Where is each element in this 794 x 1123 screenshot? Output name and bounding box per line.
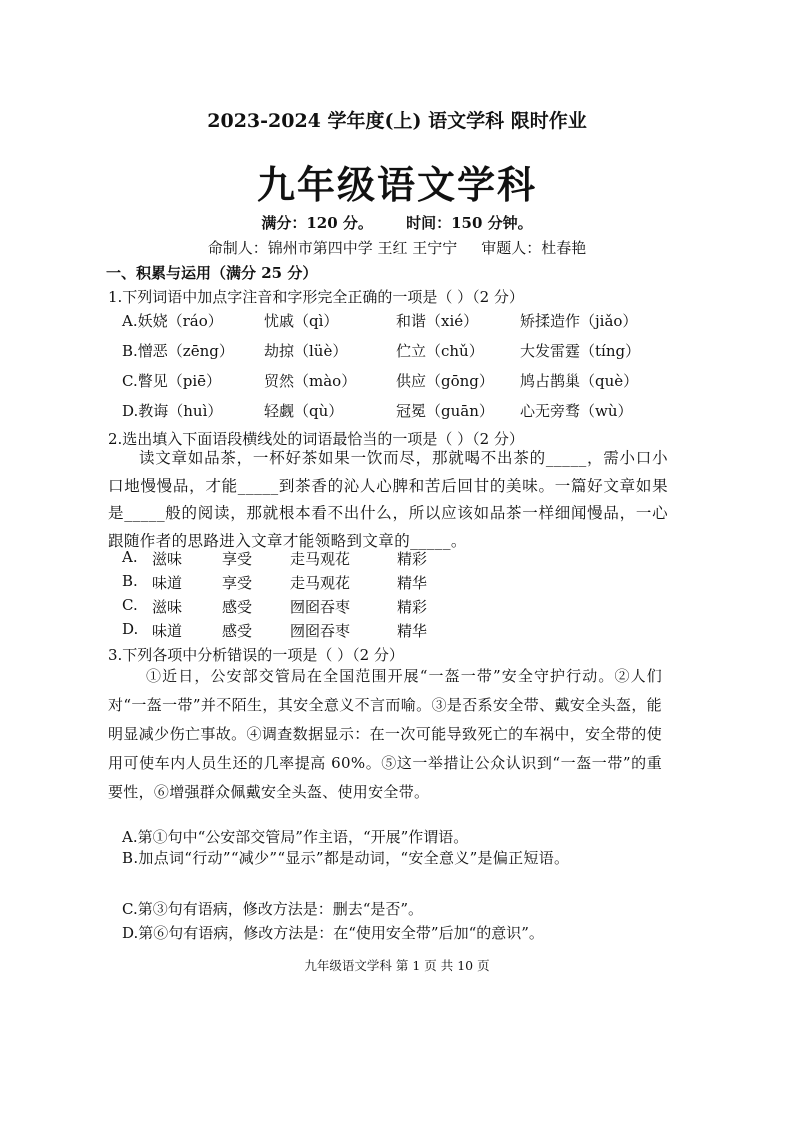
- q2-passage: 读文章如品茶，一杯好茶如果一饮而尽，那就喝不出茶的_____，需小口小口地慢慢品，才能_____到茶香的沁人心脾和苦后回甘的美味。一篇好文章如果是_____般的阅读，那就根本看不出什么，所以应该如品茶一样细闻慢品，一心跟随作者的思路进入文章才能领略到文章的_____。: [108, 449, 668, 550]
- q1-option-a-word3: 和谐（xié）: [396, 312, 479, 330]
- q2-option-b-blank1: 味道: [152, 574, 183, 592]
- q1-option-b-word2: 劫掠（lüè）: [264, 342, 348, 360]
- q2-option-a-blank4: 精彩: [397, 550, 428, 568]
- page-footer: 九年级语文学科 第 1 页 共 10 页: [304, 958, 490, 973]
- q1-option-c-word2: 贸然（mào）: [264, 372, 357, 390]
- reviewer: 审题人：杜春艳: [481, 239, 587, 257]
- q2-option-c-letter: C.: [122, 596, 138, 614]
- q3-option-b: B.加点词“行动”“减少”“显示”都是动词，“安全意义”是偏正短语。: [122, 849, 570, 867]
- q1-option-d-word2: 轻觑（qù）: [264, 402, 344, 420]
- q2-option-a-letter: A.: [122, 548, 138, 566]
- q1-option-c-word3: 供应（gōng）: [396, 372, 494, 390]
- full-score: 满分：120 分。: [261, 214, 373, 232]
- exam-meta-score-time: [0, 212, 794, 233]
- q1-option-c-word4: 鸠占鹊巢（què）: [520, 372, 639, 390]
- q1-option-b-word3: 伫立（chǔ）: [396, 342, 484, 360]
- q2-option-b-blank3: 走马观花: [290, 574, 351, 592]
- q2-option-a-blank2: 享受: [222, 550, 253, 568]
- q3-passage: ①近日，公安部交管局在全国范围开展“一盔一带”安全守护行动。②人们对“一盔一带”并不陌生，其安全意义不言而喻。③是否系安全带、戴安全头盔，能明显减少伤亡事故。④调查数据显示：在一次可能导致死亡的车祸中，安全带的使用可使车内人员生还的几率提高 60%。⑤这一举措让公众认识到“一盔一带”的重要性，⑥增强群众佩戴安全头盔、使用安全带。: [108, 667, 662, 801]
- exam-meta-authors: [0, 237, 794, 258]
- q2-option-b-blank2: 享受: [222, 574, 253, 592]
- q2-option-d-blank2: 感受: [222, 622, 253, 640]
- q1-option-d-word4: 心无旁骛（wù）: [520, 402, 633, 420]
- q2-option-b-blank4: 精华: [397, 574, 428, 592]
- q1-option-a-word2: 忧戚（qì）: [264, 312, 339, 330]
- q2-option-a-blank3: 走马观花: [290, 550, 351, 568]
- q2-stem: 2.选出填入下面语段横线处的词语最恰当的一项是（ ）（2 分）: [108, 430, 524, 448]
- authors: 命制人：锦州市第四中学 王红 王宁宁: [207, 239, 458, 257]
- q2-option-d-blank3: 囫囵吞枣: [290, 622, 351, 640]
- q3-option-c: C.第③句有语病，修改方法是：删去“是否”。: [122, 900, 424, 918]
- q2-option-c-blank4: 精彩: [397, 598, 428, 616]
- q1-stem: 1.下列词语中加点字注音和字形完全正确的一项是（ ）（2 分）: [108, 288, 524, 306]
- q1-option-d-word1: D.教诲（huì）: [122, 402, 223, 420]
- q2-option-a-blank1: 滋味: [152, 550, 183, 568]
- q2-option-d-blank4: 精华: [397, 622, 428, 640]
- q1-option-c-word1: C.瞥见（piē）: [122, 372, 221, 390]
- q2-option-c-blank1: 滋味: [152, 598, 183, 616]
- q1-option-a-word1: A.妖娆（ráo）: [122, 312, 223, 330]
- section1-title: 一、积累与运用（满分 25 分）: [106, 264, 318, 282]
- q3-option-a: A.第①句中“公安部交管局”作主语，“开展”作谓语。: [122, 828, 469, 846]
- q1-option-b-word4: 大发雷霆（tíng）: [520, 342, 641, 360]
- q1-option-b-word1: B.憎恶（zēng）: [122, 342, 234, 360]
- q2-option-d-blank1: 味道: [152, 622, 183, 640]
- exam-title-line1: 2023-2024 学年度(上) 语文学科 限时作业: [207, 110, 587, 132]
- q1-option-d-word3: 冠冕（guān）: [396, 402, 494, 420]
- q2-option-c-blank2: 感受: [222, 598, 253, 616]
- time-limit: 时间：150 分钟。: [406, 214, 533, 232]
- q2-option-d-letter: D.: [122, 620, 139, 638]
- q1-option-a-word4: 矫揉造作（jiǎo）: [520, 312, 638, 330]
- exam-title-line2: 九年级语文学科: [256, 162, 537, 207]
- q2-option-b-letter: B.: [122, 572, 138, 590]
- q3-option-d: D.第⑥句有语病，修改方法是：在“使用安全带”后加“的意识”。: [122, 924, 544, 942]
- q2-option-c-blank3: 囫囵吞枣: [290, 598, 351, 616]
- q3-stem: 3.下列各项中分析错误的一项是（ ）（2 分）: [108, 646, 404, 664]
